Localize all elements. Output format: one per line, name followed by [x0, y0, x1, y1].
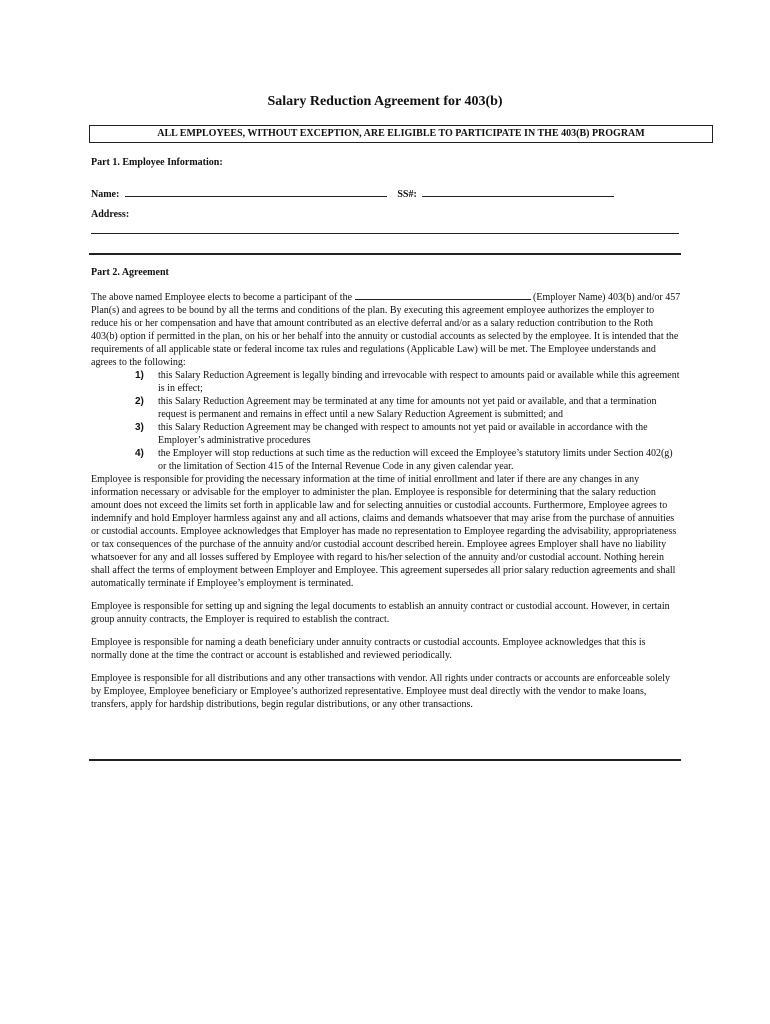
list-text: this Salary Reduction Agreement may be changed with respect to amounts not yet paid or available in accordance with the Employer’s administrative procedures: [158, 422, 648, 446]
list-number: 3): [135, 422, 144, 433]
intro-text-b: 403(b) and/or 457 Plan(s) and agrees to be bound by all the terms and conditions of the plan. By executing this agreement employee authorizes the employer to reduce his or her compensation and have that amount contributed as an elective deferral and/or as a salary reduction contribution to the Roth 403(b) option if permitted in the plan, on his or her behalf into the annuity or custodial accounts as selected by the employee. It is intended that the requirements of all applicable state or federal income tax rules and regulations (Applicable Law) will be met. The Employee understands and agrees to the following:: [91, 292, 681, 368]
intro-text-a: The above named Employee elects to become a participant of the: [91, 292, 353, 303]
legal-documents-paragraph: Employee is responsible for setting up and signing the legal documents to establish an annuity contract or custodial account. However, in certain group annuity contracts, the Employer is required to establish the contract.: [91, 601, 670, 625]
address-field[interactable]: [91, 233, 679, 234]
agreement-intro: [91, 291, 681, 369]
eligibility-banner: ALL EMPLOYEES, WITHOUT EXCEPTION, ARE ELIGIBLE TO PARTICIPATE IN THE 403(B) PROGRAM: [89, 125, 713, 143]
list-text: this Salary Reduction Agreement is legally binding and irrevocable with respect to amounts paid or available while this agreement is in effect;: [158, 370, 680, 394]
part1-heading: Part 1. Employee Information:: [91, 157, 223, 168]
footer-divider: [89, 759, 681, 761]
ssn-label: SS#:: [397, 189, 417, 200]
name-row: [91, 189, 614, 200]
document-title: Salary Reduction Agreement for 403(b): [267, 94, 503, 109]
ssn-field[interactable]: [422, 196, 614, 197]
list-text: the Employer will stop reductions at such time as the reduction will exceed the Employee’s statutory limits under Section 402(g) or the limitation of Section 415 of the Internal Revenue Code in any given calendar year.: [158, 448, 673, 472]
terms-list: [91, 369, 681, 473]
list-number: 1): [135, 370, 144, 381]
list-item: [91, 395, 681, 421]
responsibility-paragraph: Employee is responsible for providing the necessary information at the time of initial enrollment and later if there are any changes in any information necessary or advisable for the employer to administer the plan. Employee is responsible for determining that the salary reduction amount does not exceed the limits set forth in applicable law and for selecting annuities or custodial accounts. Furthermore, Employee agrees to indemnify and hold Employer harmless against any and all actions, claims and demands whatsoever that may arise from the purchase of annuities or custodial accounts. Employee acknowledges that Employer has made no representation to Employee regarding the advisability, appropriateness or tax consequences of the purchase of the annuity and/or custodial account described herein. Employee agrees Employer shall have no liability whatsoever for any and all losses suffered by Employee with regard to his/her selection of the annuity and/or custodial account. Nothing herein shall affect the terms of employment between Employer and Employee. This agreement supersedes all prior salary reduction agreements and shall automatically terminate if Employee’s employment is terminated.: [91, 474, 677, 589]
list-text: this Salary Reduction Agreement may be terminated at any time for amounts not yet paid or available, and that a termination request is permanent and remains in effect until a new Salary Reduction Agreement is submitted; and: [158, 396, 657, 420]
name-label: Name:: [91, 189, 120, 200]
distributions-paragraph: Employee is responsible for all distributions and any other transactions with vendor. All rights under contracts or accounts are enforceable solely by Employee, Employee beneficiary or Employee’s authorized representative. Employee must deal directly with the vendor to make loans, transfers, apply for hardship distributions, begin regular distributions, or any other transactions.: [91, 673, 671, 710]
list-item: [91, 447, 681, 473]
list-item: [91, 421, 681, 447]
list-number: 4): [135, 448, 144, 459]
name-field[interactable]: [125, 196, 387, 197]
list-number: 2): [135, 396, 144, 407]
employer-name-field[interactable]: [355, 299, 531, 300]
address-label: Address:: [91, 209, 130, 220]
beneficiary-paragraph: Employee is responsible for naming a death beneficiary under annuity contracts or custodial accounts. Employee acknowledges that this is normally done at the time the contract or account is established and reviewed periodically.: [91, 637, 646, 661]
section-divider: [89, 253, 681, 255]
list-item: [91, 369, 681, 395]
part2-heading: Part 2. Agreement: [91, 267, 169, 278]
employer-name-label: (Employer Name): [533, 292, 606, 303]
agreement-body: [91, 291, 681, 711]
